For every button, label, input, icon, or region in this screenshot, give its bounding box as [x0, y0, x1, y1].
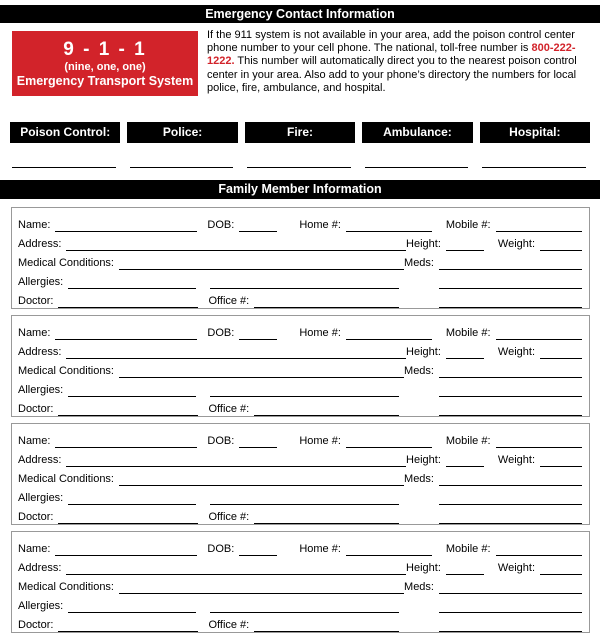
office-phone-blank-line — [254, 619, 399, 632]
home-phone-label: Home #: — [299, 435, 341, 448]
doctor-label: Doctor: — [18, 619, 54, 632]
allergies-label: Allergies: — [18, 276, 64, 289]
weight-blank-line — [540, 562, 582, 575]
member-row-allergies — [18, 486, 582, 505]
member-row-doctor — [18, 505, 582, 524]
home-phone-label: Home #: — [299, 327, 341, 340]
height-blank-line — [446, 238, 484, 251]
dob-label: DOB: — [207, 327, 235, 340]
weight-label: Weight: — [497, 346, 535, 359]
mobile-phone-label: Mobile #: — [445, 219, 491, 232]
medical-conditions-label: Medical Conditions: — [18, 257, 114, 270]
member-row-name — [18, 429, 582, 448]
family-member-card — [11, 531, 590, 633]
height-label: Height: — [406, 346, 441, 359]
meds-continuation-line — [439, 600, 582, 613]
family-member-header: Family Member Information — [0, 180, 600, 199]
weight-blank-line — [540, 346, 582, 359]
family-member-card — [11, 423, 590, 525]
weight-label: Weight: — [497, 238, 535, 251]
meds-continuation-line-2 — [439, 511, 582, 524]
doctor-blank-line — [58, 295, 198, 308]
meds-continuation-line — [439, 492, 582, 505]
name-blank-line — [55, 219, 197, 232]
address-label: Address: — [18, 562, 62, 575]
doctor-blank-line — [58, 403, 198, 416]
contact-label-ambulance: Ambulance: — [362, 122, 472, 143]
height-label: Height: — [406, 238, 441, 251]
weight-label: Weight: — [497, 562, 535, 575]
doctor-label: Doctor: — [18, 403, 54, 416]
member-row-doctor — [18, 397, 582, 416]
family-member-card — [11, 315, 590, 417]
home-phone-blank-line — [346, 543, 432, 556]
address-blank-line — [66, 562, 406, 575]
contact-label-fire: Fire: — [245, 122, 355, 143]
height-label: Height: — [406, 562, 441, 575]
emergency-contact-header: Emergency Contact Information — [0, 5, 600, 23]
home-phone-blank-line — [346, 327, 432, 340]
911-subtitle: (nine, one, one) — [64, 60, 146, 73]
intro-text-after: This number will automatically direct you to the nearest poison control center in your area. Also add to your phone’s directory the numbers for local police, fire, ambulance, and hospital. — [207, 55, 577, 94]
name-blank-line — [55, 327, 197, 340]
name-label: Name: — [18, 219, 51, 232]
member-row-address — [18, 340, 582, 359]
medical-conditions-label: Medical Conditions: — [18, 365, 114, 378]
contact-label-police: Police: — [127, 122, 237, 143]
allergies-label: Allergies: — [18, 384, 64, 397]
member-row-name — [18, 213, 582, 232]
911-caption: Emergency Transport System — [16, 73, 194, 88]
911-number: 9 - 1 - 1 — [63, 38, 147, 60]
member-row-address — [18, 232, 582, 251]
emergency-contact-blank-lines-row — [12, 143, 586, 168]
member-row-allergies — [18, 378, 582, 397]
member-row-medical — [18, 359, 582, 378]
office-phone-blank-line — [254, 295, 399, 308]
family-members — [0, 207, 600, 633]
meds-continuation-line — [439, 384, 582, 397]
medical-conditions-blank-line — [119, 257, 404, 270]
office-phone-label: Office #: — [208, 295, 250, 308]
doctor-blank-line — [58, 511, 198, 524]
address-blank-line — [66, 238, 406, 251]
ambulance-blank-line — [365, 143, 469, 168]
emergency-info-section — [12, 31, 590, 106]
mobile-phone-blank-line — [496, 327, 582, 340]
height-blank-line — [446, 562, 484, 575]
medical-conditions-blank-line — [119, 473, 404, 486]
member-row-allergies — [18, 594, 582, 613]
office-phone-blank-line — [254, 511, 399, 524]
office-phone-label: Office #: — [208, 403, 250, 416]
allergies-blank-line — [68, 384, 196, 397]
mobile-phone-label: Mobile #: — [445, 543, 491, 556]
weight-blank-line — [540, 454, 582, 467]
hospital-blank-line — [482, 143, 586, 168]
allergies-continuation-line — [210, 492, 399, 505]
address-blank-line — [66, 454, 406, 467]
name-label: Name: — [18, 543, 51, 556]
office-phone-label: Office #: — [208, 511, 250, 524]
member-row-medical — [18, 251, 582, 270]
office-phone-label: Office #: — [208, 619, 250, 632]
allergies-label: Allergies: — [18, 600, 64, 613]
medical-conditions-label: Medical Conditions: — [18, 473, 114, 486]
home-phone-label: Home #: — [299, 543, 341, 556]
allergies-blank-line — [68, 276, 196, 289]
name-label: Name: — [18, 435, 51, 448]
weight-label: Weight: — [497, 454, 535, 467]
meds-blank-line — [439, 473, 582, 486]
dob-blank-line — [239, 543, 277, 556]
dob-blank-line — [239, 435, 277, 448]
mobile-phone-blank-line — [496, 219, 582, 232]
allergies-blank-line — [68, 492, 196, 505]
address-label: Address: — [18, 346, 62, 359]
poison-control-blank-line — [12, 143, 116, 168]
height-blank-line — [446, 454, 484, 467]
name-blank-line — [55, 435, 197, 448]
family-member-card — [11, 207, 590, 309]
dob-blank-line — [239, 219, 277, 232]
police-blank-line — [130, 143, 234, 168]
office-phone-blank-line — [254, 403, 399, 416]
dob-label: DOB: — [207, 543, 235, 556]
meds-label: Meds: — [404, 581, 434, 594]
meds-continuation-line-2 — [439, 295, 582, 308]
contact-label-hospital: Hospital: — [480, 122, 590, 143]
home-phone-label: Home #: — [299, 219, 341, 232]
member-row-allergies — [18, 270, 582, 289]
meds-continuation-line-2 — [439, 403, 582, 416]
member-row-name — [18, 537, 582, 556]
intro-text-before: If the 911 system is not available in your area, add the poison control center phone number to your cell phone. The national, toll-free number is — [207, 29, 575, 55]
name-label: Name: — [18, 327, 51, 340]
poison-control-phone-number: 800-222-1222. — [207, 42, 576, 68]
weight-blank-line — [540, 238, 582, 251]
dob-label: DOB: — [207, 219, 235, 232]
medical-conditions-blank-line — [119, 365, 404, 378]
dob-blank-line — [239, 327, 277, 340]
member-row-medical — [18, 575, 582, 594]
address-label: Address: — [18, 454, 62, 467]
meds-continuation-line-2 — [439, 619, 582, 632]
allergies-continuation-line — [210, 600, 399, 613]
allergies-continuation-line — [210, 384, 399, 397]
meds-label: Meds: — [404, 473, 434, 486]
meds-continuation-line — [439, 276, 582, 289]
home-phone-blank-line — [346, 219, 432, 232]
height-label: Height: — [406, 454, 441, 467]
allergies-blank-line — [68, 600, 196, 613]
meds-label: Meds: — [404, 365, 434, 378]
home-phone-blank-line — [346, 435, 432, 448]
name-blank-line — [55, 543, 197, 556]
height-blank-line — [446, 346, 484, 359]
address-blank-line — [66, 346, 406, 359]
meds-blank-line — [439, 365, 582, 378]
meds-blank-line — [439, 581, 582, 594]
meds-label: Meds: — [404, 257, 434, 270]
allergies-continuation-line — [210, 276, 399, 289]
contact-label-poison-control: Poison Control: — [10, 122, 120, 143]
member-row-address — [18, 448, 582, 467]
fire-blank-line — [247, 143, 351, 168]
meds-blank-line — [439, 257, 582, 270]
medical-conditions-label: Medical Conditions: — [18, 581, 114, 594]
doctor-label: Doctor: — [18, 295, 54, 308]
poison-control-intro — [207, 29, 590, 95]
doctor-label: Doctor: — [18, 511, 54, 524]
911-emergency-box — [12, 31, 198, 96]
mobile-phone-blank-line — [496, 543, 582, 556]
member-row-address — [18, 556, 582, 575]
mobile-phone-blank-line — [496, 435, 582, 448]
dob-label: DOB: — [207, 435, 235, 448]
allergies-label: Allergies: — [18, 492, 64, 505]
mobile-phone-label: Mobile #: — [445, 435, 491, 448]
member-row-name — [18, 321, 582, 340]
doctor-blank-line — [58, 619, 198, 632]
address-label: Address: — [18, 238, 62, 251]
mobile-phone-label: Mobile #: — [445, 327, 491, 340]
emergency-contact-labels-row — [10, 122, 590, 143]
member-row-medical — [18, 467, 582, 486]
member-row-doctor — [18, 289, 582, 308]
medical-conditions-blank-line — [119, 581, 404, 594]
